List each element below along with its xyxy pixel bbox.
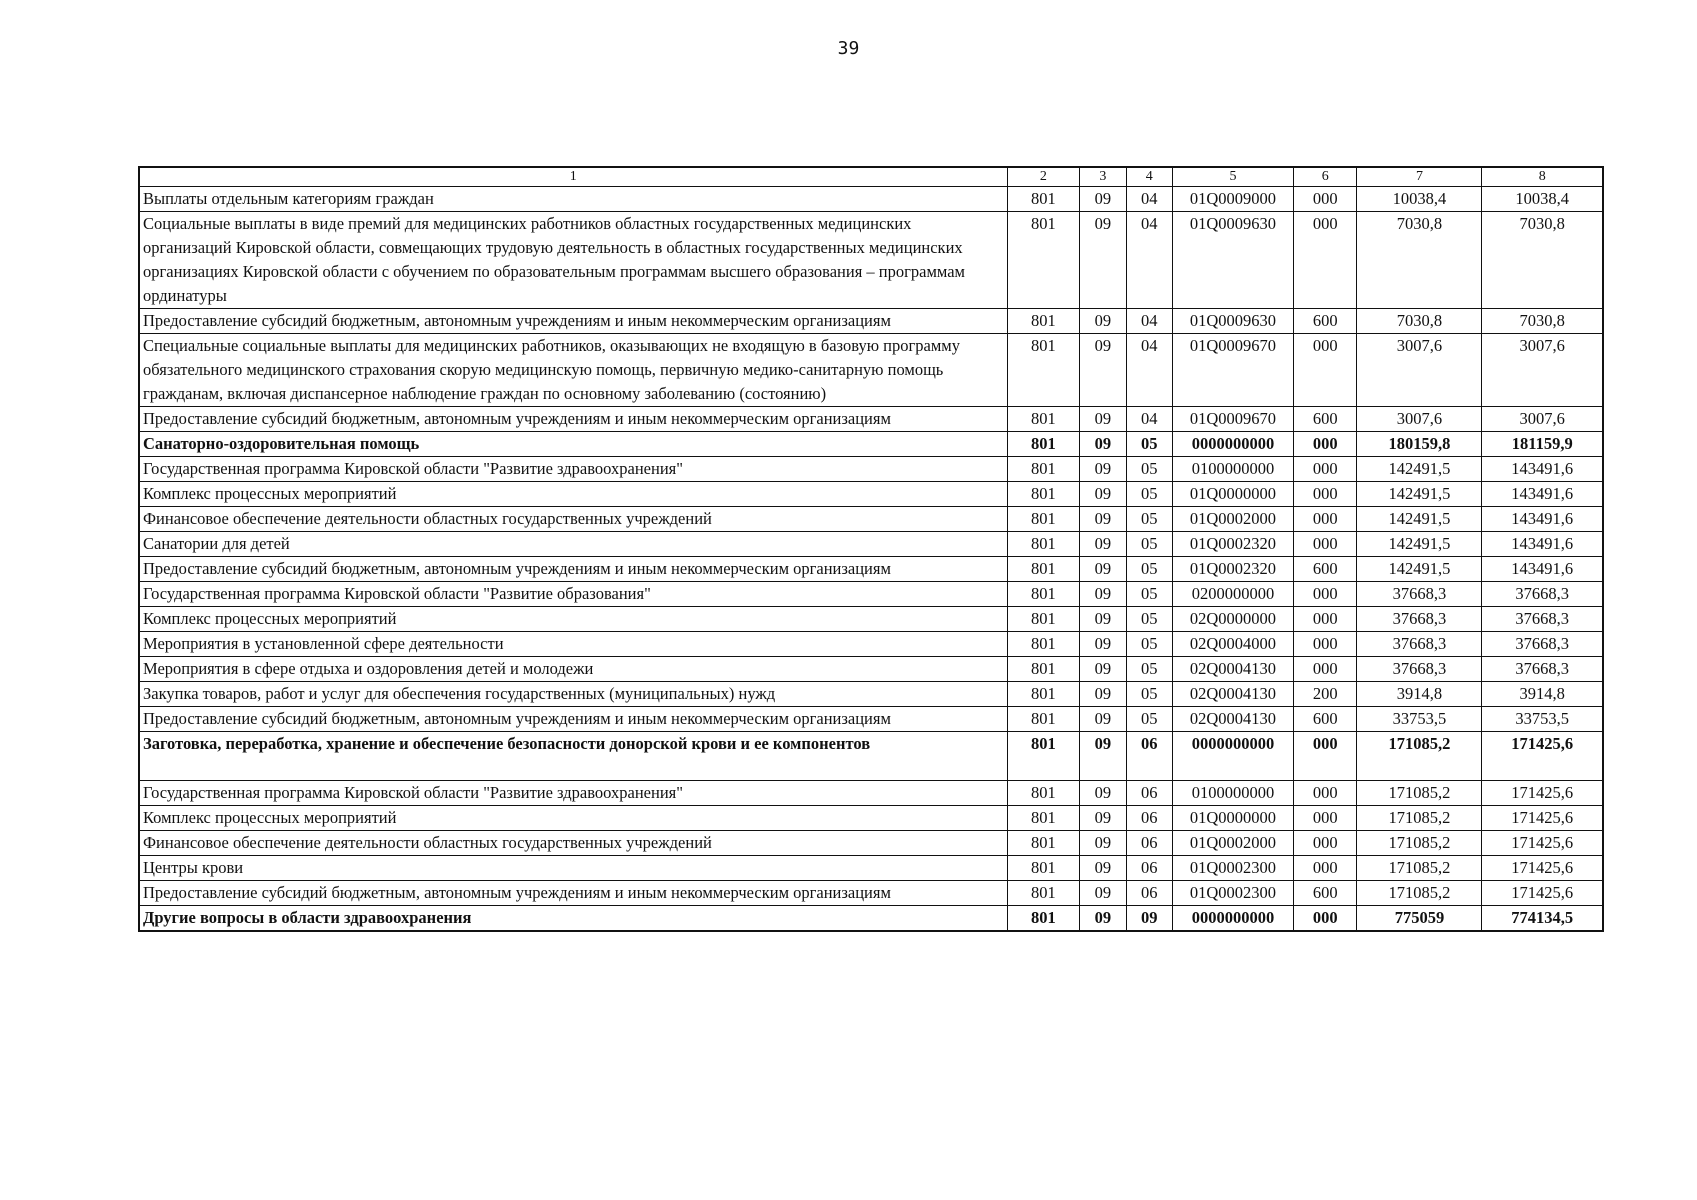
row-cell-col-7: 37668,3 — [1357, 582, 1482, 607]
row-cell-col-7: 33753,5 — [1357, 707, 1482, 732]
row-cell-col-7: 171085,2 — [1357, 881, 1482, 906]
row-cell-col-3: 09 — [1080, 831, 1126, 856]
row-cell-col-5: 01Q0009670 — [1172, 334, 1293, 407]
row-cell-col-3: 09 — [1080, 781, 1126, 806]
row-cell-col-2: 801 — [1007, 657, 1080, 682]
row-cell-col-7: 7030,8 — [1357, 212, 1482, 309]
row-cell-col-2: 801 — [1007, 707, 1080, 732]
row-name-cell: Государственная программа Кировской области "Развитие образования" — [139, 582, 1007, 607]
row-cell-col-5: 01Q0002000 — [1172, 831, 1293, 856]
row-cell-col-4: 05 — [1126, 507, 1172, 532]
table-row — [139, 607, 1603, 632]
row-cell-col-2: 801 — [1007, 187, 1080, 212]
row-cell-col-8: 143491,6 — [1482, 557, 1603, 582]
table-row — [139, 334, 1603, 407]
row-cell-col-5: 01Q0002300 — [1172, 856, 1293, 881]
row-cell-col-4: 06 — [1126, 781, 1172, 806]
row-cell-col-4: 06 — [1126, 831, 1172, 856]
row-cell-col-4: 05 — [1126, 632, 1172, 657]
page-number: 39 — [837, 38, 860, 59]
row-cell-col-2: 801 — [1007, 632, 1080, 657]
table-row — [139, 457, 1603, 482]
row-cell-col-8: 143491,6 — [1482, 507, 1603, 532]
row-cell-col-4: 06 — [1126, 732, 1172, 781]
row-cell-col-8: 37668,3 — [1482, 607, 1603, 632]
row-name-cell: Другие вопросы в области здравоохранения — [139, 906, 1007, 932]
row-cell-col-6: 000 — [1293, 657, 1357, 682]
row-cell-col-2: 801 — [1007, 309, 1080, 334]
row-cell-col-3: 09 — [1080, 507, 1126, 532]
row-cell-col-7: 3007,6 — [1357, 407, 1482, 432]
row-cell-col-5: 01Q0002000 — [1172, 507, 1293, 532]
row-cell-col-6: 000 — [1293, 906, 1357, 932]
row-cell-col-5: 02Q0004130 — [1172, 682, 1293, 707]
row-cell-col-3: 09 — [1080, 432, 1126, 457]
row-name-cell: Комплекс процессных мероприятий — [139, 482, 1007, 507]
row-cell-col-5: 01Q0009670 — [1172, 407, 1293, 432]
col-header-8: 8 — [1482, 167, 1603, 187]
row-cell-col-7: 171085,2 — [1357, 856, 1482, 881]
row-cell-col-7: 142491,5 — [1357, 557, 1482, 582]
row-cell-col-6: 000 — [1293, 212, 1357, 309]
row-cell-col-4: 05 — [1126, 557, 1172, 582]
table-row — [139, 881, 1603, 906]
row-cell-col-6: 000 — [1293, 781, 1357, 806]
row-name-cell: Предоставление субсидий бюджетным, автономным учреждениям и иным некоммерческим организациям — [139, 707, 1007, 732]
row-cell-col-6: 000 — [1293, 856, 1357, 881]
row-cell-col-3: 09 — [1080, 707, 1126, 732]
row-cell-col-4: 04 — [1126, 309, 1172, 334]
row-cell-col-5: 01Q0002320 — [1172, 557, 1293, 582]
row-name-cell: Санатории для детей — [139, 532, 1007, 557]
row-cell-col-6: 000 — [1293, 432, 1357, 457]
budget-table-container — [138, 166, 1604, 932]
row-cell-col-2: 801 — [1007, 507, 1080, 532]
row-name-cell: Государственная программа Кировской области "Развитие здравоохранения" — [139, 457, 1007, 482]
row-cell-col-4: 05 — [1126, 657, 1172, 682]
row-cell-col-3: 09 — [1080, 187, 1126, 212]
table-row — [139, 781, 1603, 806]
row-cell-col-8: 171425,6 — [1482, 806, 1603, 831]
table-row — [139, 856, 1603, 881]
row-cell-col-5: 01Q0000000 — [1172, 482, 1293, 507]
row-name-cell: Предоставление субсидий бюджетным, автономным учреждениям и иным некоммерческим организациям — [139, 309, 1007, 334]
row-cell-col-8: 37668,3 — [1482, 632, 1603, 657]
row-name-cell: Государственная программа Кировской области "Развитие здравоохранения" — [139, 781, 1007, 806]
row-cell-col-4: 06 — [1126, 856, 1172, 881]
row-name-cell: Специальные социальные выплаты для медицинских работников, оказывающих не входящую в базовую программу обязательного медицинского страхования скорую медицинскую помощь, первичную медико-санитарную помощь гражданам, включая диспансерное наблюдение граждан по основному заболеванию (состоянию) — [139, 334, 1007, 407]
row-cell-col-2: 801 — [1007, 831, 1080, 856]
table-row — [139, 212, 1603, 309]
row-cell-col-8: 774134,5 — [1482, 906, 1603, 932]
table-row — [139, 906, 1603, 932]
row-cell-col-4: 05 — [1126, 457, 1172, 482]
row-name-cell: Мероприятия в установленной сфере деятельности — [139, 632, 1007, 657]
row-cell-col-6: 600 — [1293, 309, 1357, 334]
table-row — [139, 557, 1603, 582]
table-row — [139, 432, 1603, 457]
row-cell-col-3: 09 — [1080, 457, 1126, 482]
table-row — [139, 582, 1603, 607]
row-cell-col-5: 01Q0009000 — [1172, 187, 1293, 212]
row-cell-col-5: 01Q0009630 — [1172, 212, 1293, 309]
row-cell-col-5: 02Q0004000 — [1172, 632, 1293, 657]
row-cell-col-2: 801 — [1007, 881, 1080, 906]
row-name-cell: Заготовка, переработка, хранение и обеспечение безопасности донорской крови и ее компонентов — [139, 732, 1007, 781]
table-row — [139, 732, 1603, 781]
row-cell-col-8: 171425,6 — [1482, 781, 1603, 806]
col-header-2: 2 — [1007, 167, 1080, 187]
table-row — [139, 309, 1603, 334]
row-cell-col-5: 0000000000 — [1172, 432, 1293, 457]
row-cell-col-2: 801 — [1007, 582, 1080, 607]
col-header-6: 6 — [1293, 167, 1357, 187]
row-cell-col-8: 143491,6 — [1482, 457, 1603, 482]
row-cell-col-2: 801 — [1007, 432, 1080, 457]
row-cell-col-8: 10038,4 — [1482, 187, 1603, 212]
row-cell-col-2: 801 — [1007, 781, 1080, 806]
col-header-7: 7 — [1357, 167, 1482, 187]
table-row — [139, 187, 1603, 212]
row-cell-col-8: 143491,6 — [1482, 482, 1603, 507]
table-row — [139, 707, 1603, 732]
row-cell-col-8: 37668,3 — [1482, 582, 1603, 607]
row-cell-col-6: 000 — [1293, 457, 1357, 482]
row-cell-col-6: 000 — [1293, 607, 1357, 632]
row-cell-col-2: 801 — [1007, 856, 1080, 881]
row-cell-col-6: 000 — [1293, 532, 1357, 557]
col-header-1: 1 — [139, 167, 1007, 187]
row-name-cell: Финансовое обеспечение деятельности областных государственных учреждений — [139, 507, 1007, 532]
row-cell-col-3: 09 — [1080, 657, 1126, 682]
row-cell-col-4: 05 — [1126, 482, 1172, 507]
row-name-cell: Мероприятия в сфере отдыха и оздоровления детей и молодежи — [139, 657, 1007, 682]
row-cell-col-4: 04 — [1126, 187, 1172, 212]
row-cell-col-8: 143491,6 — [1482, 532, 1603, 557]
row-cell-col-4: 05 — [1126, 607, 1172, 632]
row-cell-col-6: 000 — [1293, 632, 1357, 657]
row-cell-col-3: 09 — [1080, 212, 1126, 309]
row-name-cell: Предоставление субсидий бюджетным, автономным учреждениям и иным некоммерческим организациям — [139, 557, 1007, 582]
row-cell-col-8: 181159,9 — [1482, 432, 1603, 457]
row-cell-col-7: 775059 — [1357, 906, 1482, 932]
row-cell-col-8: 37668,3 — [1482, 657, 1603, 682]
row-cell-col-6: 000 — [1293, 482, 1357, 507]
row-cell-col-7: 171085,2 — [1357, 781, 1482, 806]
row-cell-col-5: 0000000000 — [1172, 906, 1293, 932]
row-cell-col-5: 0100000000 — [1172, 457, 1293, 482]
row-cell-col-7: 142491,5 — [1357, 532, 1482, 557]
row-cell-col-4: 06 — [1126, 881, 1172, 906]
row-name-cell: Социальные выплаты в виде премий для медицинских работников областных государственных медицинских организаций Кировской области, совмещающих трудовую деятельность в областных государственных медицинских организациях Кировской области с обучением по образовательным программам высшего образования – программам ординатуры — [139, 212, 1007, 309]
row-cell-col-6: 000 — [1293, 831, 1357, 856]
row-cell-col-7: 142491,5 — [1357, 457, 1482, 482]
row-cell-col-3: 09 — [1080, 881, 1126, 906]
row-cell-col-3: 09 — [1080, 632, 1126, 657]
col-header-3: 3 — [1080, 167, 1126, 187]
row-name-cell: Комплекс процессных мероприятий — [139, 607, 1007, 632]
row-cell-col-3: 09 — [1080, 482, 1126, 507]
row-name-cell: Закупка товаров, работ и услуг для обеспечения государственных (муниципальных) нужд — [139, 682, 1007, 707]
row-cell-col-3: 09 — [1080, 906, 1126, 932]
row-cell-col-7: 171085,2 — [1357, 806, 1482, 831]
row-cell-col-5: 01Q0002300 — [1172, 881, 1293, 906]
row-name-cell: Комплекс процессных мероприятий — [139, 806, 1007, 831]
row-cell-col-2: 801 — [1007, 532, 1080, 557]
row-name-cell: Финансовое обеспечение деятельности областных государственных учреждений — [139, 831, 1007, 856]
row-cell-col-2: 801 — [1007, 732, 1080, 781]
row-cell-col-3: 09 — [1080, 856, 1126, 881]
row-name-cell: Выплаты отдельным категориям граждан — [139, 187, 1007, 212]
row-cell-col-5: 01Q0009630 — [1172, 309, 1293, 334]
row-cell-col-8: 7030,8 — [1482, 309, 1603, 334]
row-cell-col-6: 600 — [1293, 881, 1357, 906]
table-row — [139, 806, 1603, 831]
row-cell-col-4: 05 — [1126, 532, 1172, 557]
row-cell-col-4: 09 — [1126, 906, 1172, 932]
row-cell-col-8: 3914,8 — [1482, 682, 1603, 707]
row-cell-col-6: 000 — [1293, 582, 1357, 607]
header-row — [139, 167, 1603, 187]
row-cell-col-7: 37668,3 — [1357, 607, 1482, 632]
row-cell-col-6: 600 — [1293, 407, 1357, 432]
row-cell-col-4: 06 — [1126, 806, 1172, 831]
row-cell-col-2: 801 — [1007, 212, 1080, 309]
row-name-cell: Предоставление субсидий бюджетным, автономным учреждениям и иным некоммерческим организациям — [139, 407, 1007, 432]
row-cell-col-4: 04 — [1126, 407, 1172, 432]
row-cell-col-6: 000 — [1293, 806, 1357, 831]
row-cell-col-2: 801 — [1007, 482, 1080, 507]
row-cell-col-3: 09 — [1080, 334, 1126, 407]
row-cell-col-8: 33753,5 — [1482, 707, 1603, 732]
row-cell-col-5: 02Q0000000 — [1172, 607, 1293, 632]
table-row — [139, 532, 1603, 557]
row-cell-col-3: 09 — [1080, 607, 1126, 632]
row-cell-col-7: 180159,8 — [1357, 432, 1482, 457]
row-cell-col-8: 171425,6 — [1482, 881, 1603, 906]
row-cell-col-6: 200 — [1293, 682, 1357, 707]
row-cell-col-3: 09 — [1080, 582, 1126, 607]
table-row — [139, 407, 1603, 432]
row-cell-col-7: 10038,4 — [1357, 187, 1482, 212]
row-cell-col-3: 09 — [1080, 532, 1126, 557]
row-cell-col-8: 171425,6 — [1482, 856, 1603, 881]
table-body — [139, 187, 1603, 932]
row-cell-col-3: 09 — [1080, 557, 1126, 582]
row-cell-col-2: 801 — [1007, 334, 1080, 407]
row-cell-col-5: 0100000000 — [1172, 781, 1293, 806]
row-cell-col-4: 04 — [1126, 334, 1172, 407]
row-cell-col-8: 171425,6 — [1482, 732, 1603, 781]
table-row — [139, 682, 1603, 707]
row-cell-col-5: 02Q0004130 — [1172, 657, 1293, 682]
row-cell-col-7: 37668,3 — [1357, 657, 1482, 682]
table-row — [139, 657, 1603, 682]
row-cell-col-4: 05 — [1126, 707, 1172, 732]
row-cell-col-2: 801 — [1007, 806, 1080, 831]
row-cell-col-6: 600 — [1293, 557, 1357, 582]
row-cell-col-5: 0000000000 — [1172, 732, 1293, 781]
row-cell-col-4: 05 — [1126, 582, 1172, 607]
row-cell-col-7: 3007,6 — [1357, 334, 1482, 407]
row-cell-col-2: 801 — [1007, 557, 1080, 582]
row-cell-col-2: 801 — [1007, 407, 1080, 432]
row-cell-col-7: 171085,2 — [1357, 732, 1482, 781]
row-cell-col-5: 02Q0004130 — [1172, 707, 1293, 732]
row-cell-col-2: 801 — [1007, 607, 1080, 632]
row-cell-col-4: 05 — [1126, 682, 1172, 707]
row-cell-col-2: 801 — [1007, 906, 1080, 932]
row-cell-col-3: 09 — [1080, 732, 1126, 781]
col-header-5: 5 — [1172, 167, 1293, 187]
row-cell-col-6: 000 — [1293, 732, 1357, 781]
row-cell-col-4: 05 — [1126, 432, 1172, 457]
row-cell-col-7: 37668,3 — [1357, 632, 1482, 657]
row-cell-col-2: 801 — [1007, 682, 1080, 707]
col-header-4: 4 — [1126, 167, 1172, 187]
row-cell-col-6: 000 — [1293, 507, 1357, 532]
row-name-cell: Центры крови — [139, 856, 1007, 881]
row-cell-col-6: 600 — [1293, 707, 1357, 732]
row-cell-col-4: 04 — [1126, 212, 1172, 309]
row-cell-col-6: 000 — [1293, 334, 1357, 407]
budget-table — [138, 166, 1604, 932]
row-cell-col-3: 09 — [1080, 309, 1126, 334]
row-cell-col-8: 171425,6 — [1482, 831, 1603, 856]
row-cell-col-7: 142491,5 — [1357, 482, 1482, 507]
row-cell-col-5: 01Q0002320 — [1172, 532, 1293, 557]
row-cell-col-7: 3914,8 — [1357, 682, 1482, 707]
row-name-cell: Предоставление субсидий бюджетным, автономным учреждениям и иным некоммерческим организациям — [139, 881, 1007, 906]
table-row — [139, 482, 1603, 507]
row-cell-col-8: 3007,6 — [1482, 334, 1603, 407]
row-cell-col-3: 09 — [1080, 407, 1126, 432]
row-cell-col-5: 0200000000 — [1172, 582, 1293, 607]
row-name-cell: Санаторно-оздоровительная помощь — [139, 432, 1007, 457]
row-cell-col-3: 09 — [1080, 682, 1126, 707]
row-cell-col-5: 01Q0000000 — [1172, 806, 1293, 831]
table-row — [139, 507, 1603, 532]
table-row — [139, 632, 1603, 657]
row-cell-col-6: 000 — [1293, 187, 1357, 212]
row-cell-col-8: 7030,8 — [1482, 212, 1603, 309]
table-row — [139, 831, 1603, 856]
row-cell-col-7: 171085,2 — [1357, 831, 1482, 856]
row-cell-col-8: 3007,6 — [1482, 407, 1603, 432]
row-cell-col-7: 7030,8 — [1357, 309, 1482, 334]
row-cell-col-3: 09 — [1080, 806, 1126, 831]
row-cell-col-2: 801 — [1007, 457, 1080, 482]
row-cell-col-7: 142491,5 — [1357, 507, 1482, 532]
